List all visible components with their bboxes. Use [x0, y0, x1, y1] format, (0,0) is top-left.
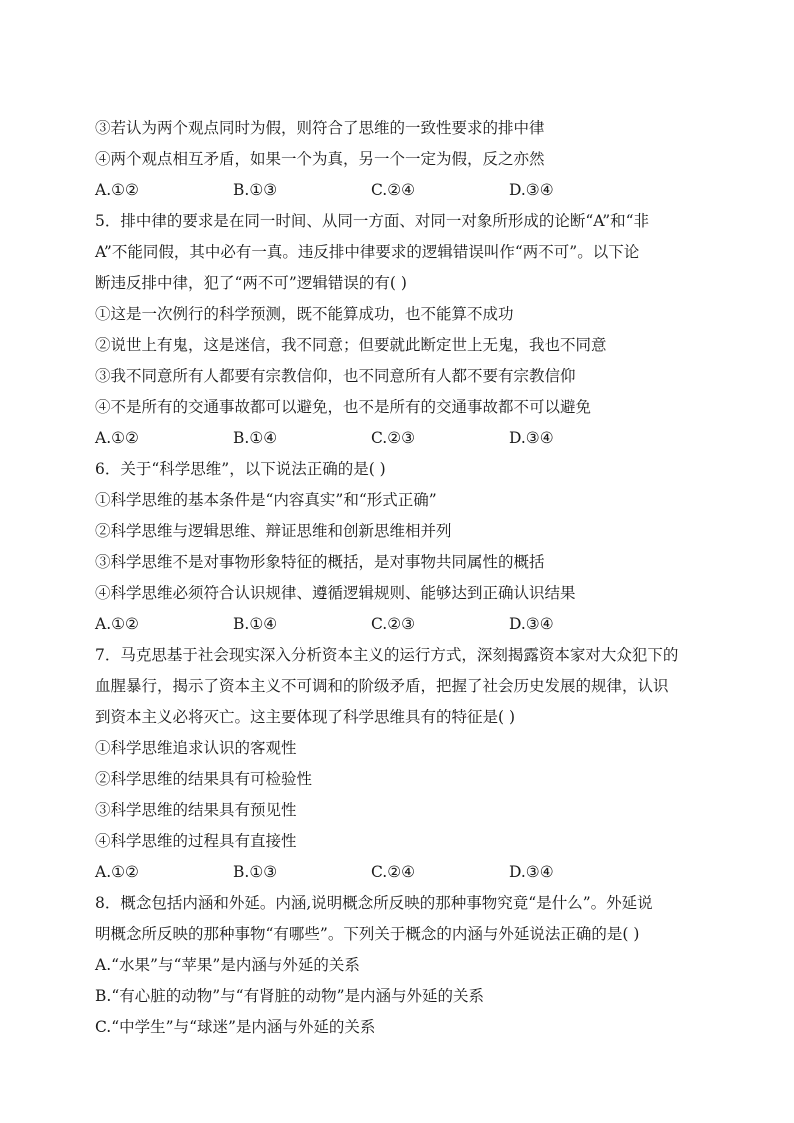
item-line: ④科学思维必须符合认识规律、遵循逻辑规则、能够达到正确认识结果	[95, 584, 576, 602]
option-c: C.②③	[371, 615, 416, 633]
question-stem-line: 血腥暴行，揭示了资本主义不可调和的阶级矛盾，把握了社会历史发展的规律，认识	[95, 677, 669, 695]
question-stem-line: A”不能同假，其中必有一真。违反排中律要求的逻辑错误叫作“两不可”。以下论	[95, 243, 640, 261]
option-b: B.①③	[233, 181, 278, 199]
question-stem-line: 5．排中律的要求是在同一时间、从同一方面、对同一对象所形成的论断“A”和“非	[95, 212, 650, 230]
item-line: ②说世上有鬼，这是迷信，我不同意；但要就此断定世上无鬼，我也不同意	[95, 336, 607, 354]
option-c: C.②④	[371, 181, 416, 199]
option-a: A.①②	[95, 615, 139, 633]
option-b: B.①④	[233, 429, 278, 447]
choice-b: B.“有心脏的动物”与“有肾脏的动物”是内涵与外延的关系	[95, 987, 485, 1005]
answer-options	[95, 862, 705, 882]
option-c: C.②④	[371, 863, 416, 881]
question-stem-line: 断违反排中律，犯了“两不可”逻辑错误的有( )	[95, 274, 407, 292]
item-line: ①科学思维追求认识的客观性	[95, 739, 297, 757]
item-line: ②科学思维与逻辑思维、辩证思维和创新思维相并列	[95, 522, 452, 540]
item-line: ③科学思维不是对事物形象特征的概括，是对事物共同属性的概括	[95, 553, 545, 571]
option-a: A.①②	[95, 181, 139, 199]
question-stem-line: 到资本主义必将灭亡。这主要体现了科学思维具有的特征是( )	[95, 708, 516, 726]
option-a: A.①②	[95, 863, 139, 881]
item-line: ②科学思维的结果具有可检验性	[95, 770, 313, 788]
choice-c: C.“中学生”与“球迷”是内涵与外延的关系	[95, 1018, 376, 1036]
item-line: ④两个观点相互矛盾，如果一个为真，另一个一定为假，反之亦然	[95, 150, 545, 168]
item-line: ③我不同意所有人都要有宗教信仰，也不同意所有人都不要有宗教信仰	[95, 367, 576, 385]
answer-options	[95, 614, 705, 634]
answer-options	[95, 180, 705, 200]
question-stem-line: 6．关于“科学思维”，以下说法正确的是( )	[95, 460, 386, 478]
item-line: ③科学思维的结果具有预见性	[95, 801, 297, 819]
question-stem-line: 7．马克思基于社会现实深入分析资本主义的运行方式，深刻揭露资本家对大众犯下的	[95, 646, 679, 664]
item-line: ④科学思维的过程具有直接性	[95, 832, 297, 850]
question-8	[95, 893, 705, 1037]
option-a: A.①②	[95, 429, 139, 447]
item-line: ③若认为两个观点同时为假，则符合了思维的一致性要求的排中律	[95, 119, 545, 137]
item-line: ④不是所有的交通事故都可以避免，也不是所有的交通事故都不可以避免	[95, 398, 592, 416]
question-7	[95, 645, 705, 882]
option-b: B.①③	[233, 863, 278, 881]
option-d: D.③④	[509, 863, 554, 881]
option-d: D.③④	[509, 181, 554, 199]
option-d: D.③④	[509, 429, 554, 447]
exam-page	[95, 118, 705, 1048]
item-line: ①这是一次例行的科学预测，既不能算成功，也不能算不成功	[95, 305, 514, 323]
choice-a: A.“水果”与“苹果”是内涵与外延的关系	[95, 956, 360, 974]
answer-options	[95, 428, 705, 448]
question-stem-line: 8．概念包括内涵和外延。内涵,说明概念所反映的那种事物究竟“是什么”。外延说	[95, 894, 653, 912]
question-stem-line: 明概念所反映的那种事物“有哪些”。下列关于概念的内涵与外延说法正确的是( )	[95, 925, 640, 943]
option-c: C.②③	[371, 429, 416, 447]
question-6	[95, 459, 705, 634]
question-5	[95, 211, 705, 448]
option-b: B.①④	[233, 615, 278, 633]
item-line: ①科学思维的基本条件是“内容真实”和“形式正确”	[95, 491, 437, 509]
option-d: D.③④	[509, 615, 554, 633]
